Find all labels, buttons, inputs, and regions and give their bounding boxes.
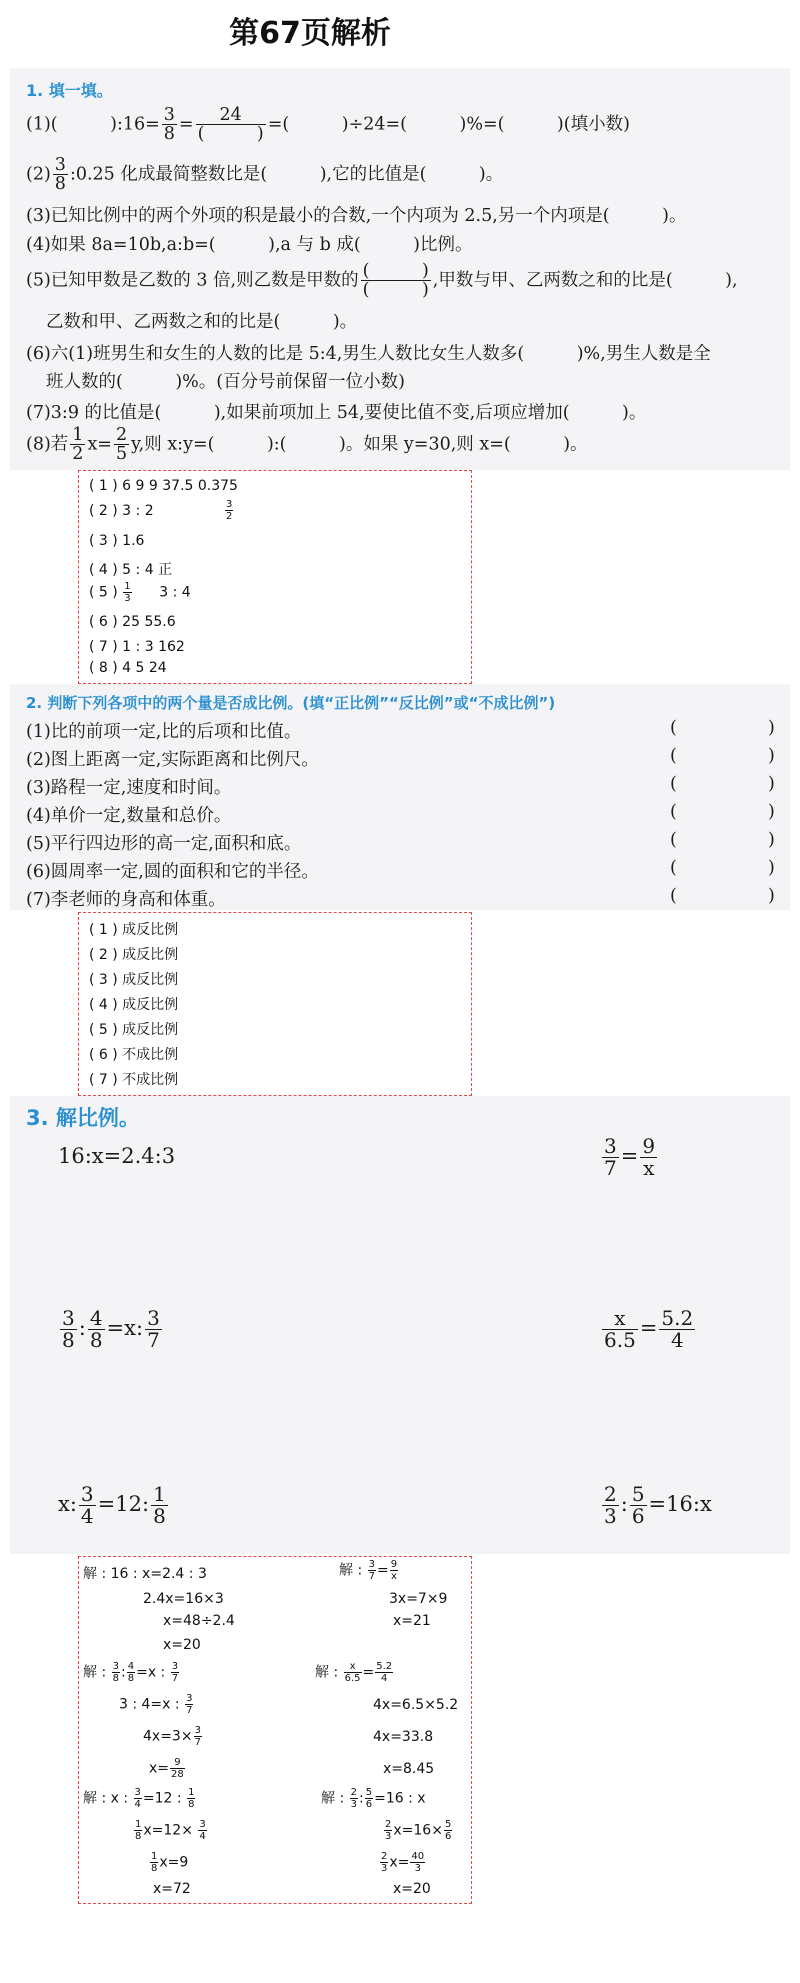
answer-3-e-line3: $\frac{1}{8}$ x=9 bbox=[151, 1851, 189, 1874]
section1-heading: 1. 填一填。 bbox=[26, 81, 113, 100]
answer-3-c-line3: 4x=3× $\frac{3}{7}$ bbox=[143, 1725, 201, 1748]
answer-3-b-line2: 3x=7×9 bbox=[389, 1591, 448, 1607]
answer-blank-right: ) bbox=[768, 774, 775, 794]
question-1-5-cont: 乙数和甲、乙两数之和的比是( )。 bbox=[46, 312, 358, 332]
equation-4: $\frac{x}{6.5}$ = $\frac{5.2}{4}$ bbox=[604, 1306, 694, 1352]
answer-3-e-line2: $\frac{1}{8}$ x=12× $\frac{3}{4}$ bbox=[135, 1819, 206, 1842]
answer-blank-right: ) bbox=[768, 746, 775, 766]
answer-1-4: ( 4 ) 5 : 4 正 bbox=[89, 562, 173, 578]
answer-blank-left: ( bbox=[670, 830, 677, 850]
section3-scan bbox=[10, 1096, 790, 1554]
judge-item-2: (2)图上距离一定,实际距离和比例尺。 bbox=[26, 750, 319, 770]
answer-blank-right: ) bbox=[768, 858, 775, 878]
answer-3-d-line4: x=8.45 bbox=[383, 1761, 435, 1777]
answer-2-2: ( 2 ) 成反比例 bbox=[89, 947, 179, 963]
answer-blank-left: ( bbox=[670, 886, 677, 906]
judge-item-3: (3)路程一定,速度和时间。 bbox=[26, 778, 232, 798]
answer-1-2: ( 2 ) 3 : 2 bbox=[89, 503, 154, 519]
judge-item-4: (4)单价一定,数量和总价。 bbox=[26, 806, 232, 826]
answer-3-a-line3: x=48÷2.4 bbox=[163, 1613, 235, 1629]
question-1-2: (2) $\frac{3}{8}$ :0.25 化成最简整数比是( ),它的比值是( )。 bbox=[26, 155, 504, 195]
question-1-1: (1)( ):16= $\frac{3}{8}$ = $\frac{24}{( )}$ =( )÷24=( )%=( )(填小数) bbox=[26, 105, 630, 145]
answer-3-d-line1: 解 : $\frac{x}{6.5}$ = $\frac{5.2}{4}$ bbox=[315, 1661, 393, 1684]
judge-item-7: (7)李老师的身高和体重。 bbox=[26, 890, 226, 910]
answer-blank-left: ( bbox=[670, 718, 677, 738]
equation-3: $\frac{3}{8}$ : $\frac{4}{8}$ =x: $\frac{3}{7}$ bbox=[62, 1306, 160, 1352]
answer-3-e-line4: x=72 bbox=[153, 1881, 191, 1897]
answer-blank-right: ) bbox=[768, 830, 775, 850]
question-1-6-cont: 班人数的( )%。(百分号前保留一位小数) bbox=[46, 372, 405, 392]
question-1-5: (5)已知甲数是乙数的 3 倍,则乙数是甲数的 $\frac{( )}{( )}$ ,甲数与甲、乙两数之和的比是( ), bbox=[26, 261, 738, 301]
answer-blank-left: ( bbox=[670, 802, 677, 822]
answer-box-2 bbox=[78, 912, 472, 1096]
answer-blank-right: ) bbox=[768, 802, 775, 822]
answer-blank-right: ) bbox=[768, 886, 775, 906]
question-1-6: (6)六(1)班男生和女生的人数的比是 5:4,男生人数比女生人数多( )%,男生人数是全 bbox=[26, 344, 711, 364]
answer-2-6: ( 6 ) 不成比例 bbox=[89, 1047, 179, 1063]
answer-3-f-line2: $\frac{2}{3}$ x=16× $\frac{5}{6}$ bbox=[385, 1819, 452, 1842]
answer-3-a-line4: x=20 bbox=[163, 1637, 201, 1653]
answer-1-5: ( 5 ) $\frac{1}{3}$ 3 : 4 bbox=[89, 581, 191, 604]
section1-scan bbox=[10, 68, 790, 470]
answer-blank-left: ( bbox=[670, 774, 677, 794]
answer-2-3: ( 3 ) 成反比例 bbox=[89, 972, 179, 988]
equation-1: 16:x=2.4:3 bbox=[58, 1144, 176, 1168]
judge-item-5: (5)平行四边形的高一定,面积和底。 bbox=[26, 834, 302, 854]
answer-3-d-line3: 4x=33.8 bbox=[373, 1729, 434, 1745]
answer-3-a-line1: 解 : 16 : x=2.4 : 3 bbox=[83, 1566, 207, 1582]
answer-3-b-line3: x=21 bbox=[393, 1613, 431, 1629]
question-1-3: (3)已知比例中的两个外项的积是最小的合数,一个内项为 2.5,另一个内项是( )。 bbox=[26, 206, 687, 226]
answer-box-3 bbox=[78, 1556, 472, 1904]
answer-2-1: ( 1 ) 成反比例 bbox=[89, 922, 179, 938]
answer-blank-right: ) bbox=[768, 718, 775, 738]
answer-3-c-line4: x= $\frac{9}{28}$ bbox=[149, 1757, 184, 1780]
question-1-4: (4)如果 8a=10b,a:b=( ),a 与 b 成( )比例。 bbox=[26, 235, 473, 255]
answer-3-c-line1: 解 : $\frac{3}{8}$ : $\frac{4}{8}$ =x : $\frac{3}{7}$ bbox=[83, 1661, 179, 1684]
answer-2-7: ( 7 ) 不成比例 bbox=[89, 1072, 179, 1088]
answer-1-7: ( 7 ) 1 : 3 162 bbox=[89, 639, 185, 655]
answer-box-1 bbox=[78, 470, 472, 684]
section2-heading: 2. 判断下列各项中的两个量是否成比例。(填“正比例”“反比例”或“不成比例”) bbox=[26, 694, 556, 712]
judge-item-6: (6)圆周率一定,圆的面积和它的半径。 bbox=[26, 862, 319, 882]
answer-3-f-line4: x=20 bbox=[393, 1881, 431, 1897]
equation-6: $\frac{2}{3}$ : $\frac{5}{6}$ =16:x bbox=[604, 1482, 712, 1528]
answer-blank-left: ( bbox=[670, 746, 677, 766]
question-1-8: (8)若 $\frac{1}{2}$ x= $\frac{2}{5}$ y,则 x:y=( ):( )。如果 y=30,则 x=( )。 bbox=[26, 425, 588, 465]
answer-blank-left: ( bbox=[670, 858, 677, 878]
answer-1-3: ( 3 ) 1.6 bbox=[89, 533, 145, 549]
answer-2-5: ( 5 ) 成反比例 bbox=[89, 1022, 179, 1038]
answer-2-4: ( 4 ) 成反比例 bbox=[89, 997, 179, 1013]
page-title: 第67页解析 bbox=[229, 16, 391, 51]
answer-3-f-line3: $\frac{2}{3}$ x= $\frac{40}{3}$ bbox=[381, 1851, 425, 1874]
answer-3-d-line2: 4x=6.5×5.2 bbox=[373, 1697, 459, 1713]
answer-3-b-line1: 解 : $\frac{3}{7}$ = $\frac{9}{x}$ bbox=[339, 1559, 398, 1582]
section3-heading: 3. 解比例。 bbox=[26, 1106, 140, 1130]
section2-scan bbox=[10, 684, 790, 910]
answer-1-2-ratio: $\frac{3}{2}$ bbox=[226, 499, 233, 522]
judge-item-1: (1)比的前项一定,比的后项和比值。 bbox=[26, 722, 302, 742]
equation-2: $\frac{3}{7}$ = $\frac{9}{x}$ bbox=[604, 1134, 656, 1180]
answer-3-e-line1: 解 : x : $\frac{3}{4}$ =12 : $\frac{1}{8}$ bbox=[83, 1787, 195, 1810]
question-1-7: (7)3:9 的比值是( ),如果前项加上 54,要使比值不变,后项应增加( )。 bbox=[26, 403, 647, 423]
answer-3-c-line2: 3 : 4=x : $\frac{3}{7}$ bbox=[119, 1693, 193, 1716]
equation-5: x: $\frac{3}{4}$ =12: $\frac{1}{8}$ bbox=[58, 1482, 166, 1528]
answer-1-8: ( 8 ) 4 5 24 bbox=[89, 660, 167, 676]
answer-1-6: ( 6 ) 25 55.6 bbox=[89, 614, 176, 630]
answer-1-1: ( 1 ) 6 9 9 37.5 0.375 bbox=[89, 478, 238, 494]
answer-3-f-line1: 解 : $\frac{2}{3}$ : $\frac{5}{6}$ =16 : x bbox=[321, 1787, 426, 1810]
answer-3-a-line2: 2.4x=16×3 bbox=[143, 1591, 224, 1607]
